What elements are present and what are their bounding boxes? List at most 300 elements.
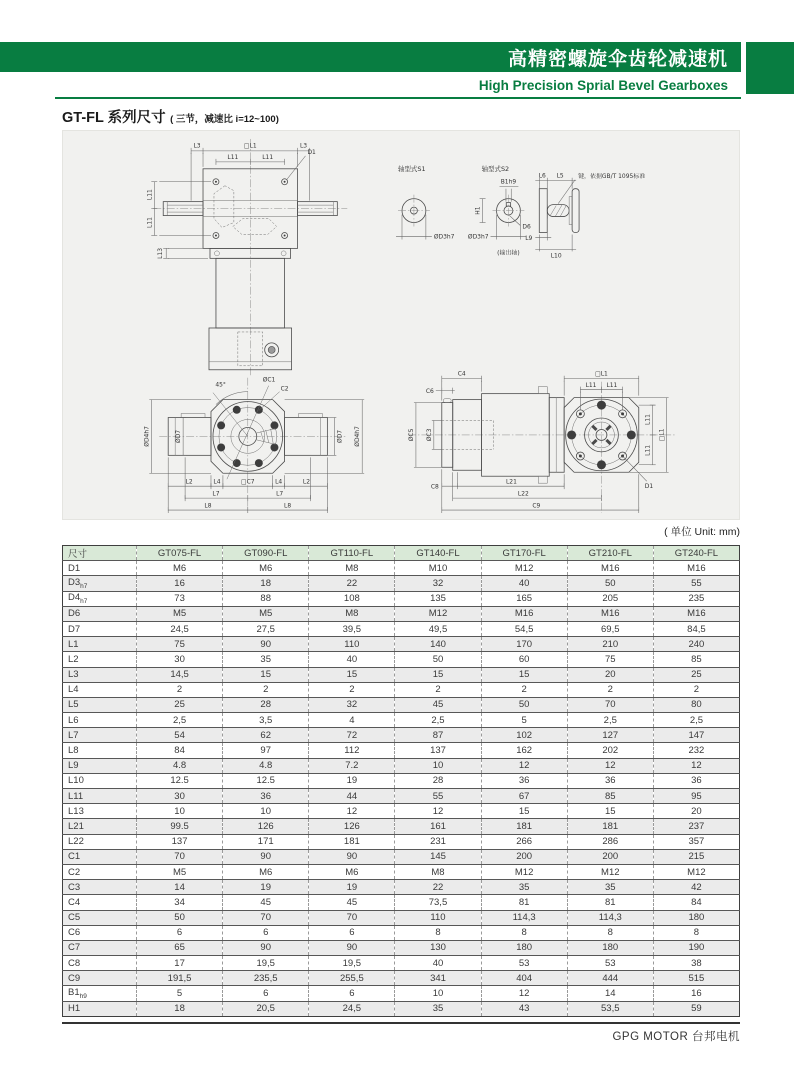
dim-value-cell: 70 [137,849,223,864]
dim-value-cell: 190 [653,940,739,955]
table-row [63,895,740,910]
table-row [63,804,740,819]
dim-label-d4: ØD4h7 [143,426,151,447]
dim-label-l7: L7 [212,490,220,498]
column-header-model: GT240-FL [653,546,739,561]
dim-value-cell: 180 [481,940,567,955]
dim-value-cell: 70 [223,910,309,925]
dim-value-cell: 32 [309,697,395,712]
dim-label-c8: C8 [430,483,439,491]
row-label: C7 [63,940,137,955]
dim-value-cell: M5 [137,864,223,879]
dim-value-cell: 90 [223,637,309,652]
dim-value-cell: 85 [567,789,653,804]
table-row [63,880,740,895]
dim-value-cell: 15 [309,667,395,682]
dim-value-cell: 202 [567,743,653,758]
table-row [63,561,740,576]
dim-value-cell: 90 [309,940,395,955]
shaft-type-drawings [396,164,645,260]
dim-value-cell: M12 [567,864,653,879]
row-label: L7 [63,728,137,743]
dim-value-cell: 286 [567,834,653,849]
dim-label-l1sq: □L1 [243,142,257,150]
dim-value-cell: 27,5 [223,621,309,636]
dim-value-cell: 8 [653,925,739,940]
dim-label-l1sq: □L1 [658,428,666,442]
dim-value-cell: 16 [653,986,739,1001]
dim-value-cell: M8 [395,864,481,879]
dim-value-cell: 19 [309,880,395,895]
column-header-model: GT110-FL [309,546,395,561]
dim-value-cell: M12 [395,606,481,621]
dim-value-cell: 49,5 [395,621,481,636]
dim-value-cell: 81 [567,895,653,910]
dim-label-l11: L11 [585,382,597,390]
dim-label-l11: L11 [644,444,652,456]
dim-value-cell: 19 [223,880,309,895]
row-label: $D4_{h7}$ [63,591,137,606]
dim-value-cell: 10 [223,804,309,819]
table-row [63,682,740,697]
dim-value-cell: 191,5 [137,971,223,986]
dim-value-cell: 2 [567,682,653,697]
shaft-type-s2-label: 轴型式S2 [481,164,510,173]
dim-value-cell: M6 [137,561,223,576]
dim-value-cell: 53 [481,956,567,971]
dim-value-cell: 90 [309,849,395,864]
dim-value-cell: 84 [137,743,223,758]
dim-value-cell: 17 [137,956,223,971]
dim-value-cell: 36 [653,773,739,788]
table-row [63,576,740,591]
dim-value-cell: 12 [653,758,739,773]
table-row [63,621,740,636]
row-label: H1 [63,1001,137,1016]
dim-value-cell: 59 [653,1001,739,1016]
dim-value-cell: M16 [653,561,739,576]
dim-value-cell: M5 [223,606,309,621]
table-row [63,758,740,773]
dim-value-cell: 15 [481,667,567,682]
dim-value-cell: 266 [481,834,567,849]
table-row [63,819,740,834]
dim-value-cell: 12.5 [223,773,309,788]
dim-value-cell: 95 [653,789,739,804]
dim-value-cell: 14 [567,986,653,1001]
row-label: C1 [63,849,137,864]
dim-value-cell: M6 [309,864,395,879]
dim-value-cell: 181 [309,834,395,849]
dim-value-cell: 12 [309,804,395,819]
dim-value-cell: 181 [567,819,653,834]
dim-value-cell: 35 [481,880,567,895]
angle-45-label: 45° [215,381,226,389]
dim-value-cell: 80 [653,697,739,712]
dim-label-l8: L8 [284,502,292,510]
dim-value-cell: 110 [309,637,395,652]
dim-value-cell: M12 [481,561,567,576]
dim-value-cell: 110 [395,910,481,925]
dim-value-cell: 114,3 [567,910,653,925]
dim-value-cell: 200 [567,849,653,864]
dim-value-cell: 2 [137,682,223,697]
dim-value-cell: 38 [653,956,739,971]
dim-value-cell: 6 [137,925,223,940]
dim-label-c9: C9 [532,502,541,510]
dim-value-cell: 6 [223,925,309,940]
dim-value-cell: 22 [395,880,481,895]
row-label: L11 [63,789,137,804]
dim-value-cell: 135 [395,591,481,606]
dim-value-cell: 22 [309,576,395,591]
dim-label-l3: L3 [299,142,308,150]
header-title-zh: 高精密螺旋伞齿轮减速机 [507,48,728,70]
table-row [63,940,740,955]
dim-value-cell: 54,5 [481,621,567,636]
dim-label-d3: ØD3h7 [433,233,455,241]
dim-value-cell: 4.8 [137,758,223,773]
output-shaft-label: (输出轴) [497,249,520,257]
row-label: L10 [63,773,137,788]
dim-value-cell: 2 [223,682,309,697]
dim-value-cell: 161 [395,819,481,834]
dim-label-l11: L11 [606,382,618,390]
dim-value-cell: M16 [481,606,567,621]
header-row [63,546,740,561]
dim-label-l11: L11 [227,153,239,161]
dim-value-cell: 180 [653,910,739,925]
spec-table-body [63,561,740,1017]
dim-value-cell: 90 [223,849,309,864]
table-row [63,667,740,682]
dim-value-cell: 357 [653,834,739,849]
dim-label-c1: ØC1 [262,376,276,384]
table-row [63,789,740,804]
dim-value-cell: 137 [137,834,223,849]
dim-value-cell: 7.2 [309,758,395,773]
row-label: D1 [63,561,137,576]
table-row [63,606,740,621]
row-label: L1 [63,637,137,652]
dim-value-cell: 69,5 [567,621,653,636]
row-label: C8 [63,956,137,971]
dim-value-cell: 84 [653,895,739,910]
dim-value-cell: 75 [567,652,653,667]
dim-value-cell: 19 [309,773,395,788]
row-label: $D3_{h7}$ [63,576,137,591]
table-row [63,910,740,925]
dim-value-cell: 45 [223,895,309,910]
dim-label-c3: ØC3 [425,428,433,442]
dim-value-cell: 45 [395,697,481,712]
column-header-dim: 尺寸 [63,546,137,561]
row-label: L22 [63,834,137,849]
dim-label-l1sq: □L1 [595,370,608,378]
dim-value-cell: 10 [395,986,481,1001]
dim-label-c5: ØC5 [407,428,415,442]
dim-value-cell: M16 [567,561,653,576]
side-face-view-drawing [408,371,675,513]
row-label: L4 [63,682,137,697]
dim-label-c6: C6 [425,388,434,396]
dim-value-cell: 70 [567,697,653,712]
dim-value-cell: 53,5 [567,1001,653,1016]
header-corner-tab [746,42,794,94]
dim-value-cell: 205 [567,591,653,606]
dim-value-cell: 235,5 [223,971,309,986]
dim-value-cell: 25 [653,667,739,682]
dim-value-cell: M16 [567,606,653,621]
dim-value-cell: 180 [567,940,653,955]
dim-value-cell: 18 [137,1001,223,1016]
dim-value-cell: 34 [137,895,223,910]
row-label: C3 [63,880,137,895]
dim-value-cell: 126 [223,819,309,834]
table-row [63,728,740,743]
dim-value-cell: 515 [653,971,739,986]
dim-label-l11: L11 [146,189,154,201]
dim-value-cell: 6 [309,925,395,940]
dim-value-cell: 237 [653,819,739,834]
dim-value-cell: 25 [137,697,223,712]
dim-value-cell: 12 [567,758,653,773]
dim-label-d4: ØD4h7 [354,426,362,447]
dim-value-cell: M10 [395,561,481,576]
dim-value-cell: 35 [567,880,653,895]
spec-table [62,545,740,1017]
dim-value-cell: 50 [481,697,567,712]
header-subtitle-en: High Precision Sprial Bevel Gearboxes [478,78,728,93]
dim-value-cell: 444 [567,971,653,986]
dim-value-cell: 55 [395,789,481,804]
dim-label-l13: L13 [157,247,165,259]
table-row [63,591,740,606]
dim-label-c7sq: □C7 [241,478,255,486]
dim-value-cell: 40 [309,652,395,667]
dim-value-cell: 2,5 [653,713,739,728]
table-row [63,834,740,849]
dim-label-c2: C2 [280,385,289,393]
dim-value-cell: 2,5 [137,713,223,728]
dim-label-l6: L6 [538,172,546,180]
row-label: C4 [63,895,137,910]
table-row [63,1001,740,1016]
dim-value-cell: 231 [395,834,481,849]
dim-value-cell: 72 [309,728,395,743]
dim-value-cell: 87 [395,728,481,743]
dim-value-cell: 15 [567,804,653,819]
dim-value-cell: 12.5 [137,773,223,788]
dim-value-cell: 36 [223,789,309,804]
header-rule [55,97,741,99]
dim-label-d3: ØD3h7 [467,233,489,241]
dim-label-l4: L4 [213,478,221,486]
dim-value-cell: 4.8 [223,758,309,773]
dim-value-cell: 171 [223,834,309,849]
dim-label-l22: L22 [517,490,529,498]
row-label: L5 [63,697,137,712]
dim-label-d7: ØD7 [336,429,344,443]
table-row [63,864,740,879]
dim-value-cell: 75 [137,637,223,652]
dim-value-cell: 44 [309,789,395,804]
dim-label-l11: L11 [262,153,274,161]
row-label: C5 [63,910,137,925]
dim-value-cell: 240 [653,637,739,652]
dim-value-cell: 137 [395,743,481,758]
dim-value-cell: 404 [481,971,567,986]
table-row [63,971,740,986]
dim-label-l9: L9 [525,234,533,242]
dim-value-cell: 2,5 [567,713,653,728]
dim-label-l2: L2 [185,478,193,486]
dim-value-cell: 210 [567,637,653,652]
column-header-model: GT075-FL [137,546,223,561]
row-label: L6 [63,713,137,728]
dim-value-cell: 24,5 [309,1001,395,1016]
dim-value-cell: 126 [309,819,395,834]
dim-value-cell: M8 [309,561,395,576]
row-label: C6 [63,925,137,940]
dim-label-c4: C4 [457,370,466,378]
dim-value-cell: 40 [395,956,481,971]
dim-value-cell: 341 [395,971,481,986]
dim-value-cell: 10 [395,758,481,773]
dim-value-cell: 127 [567,728,653,743]
dim-value-cell: 39,5 [309,621,395,636]
column-header-model: GT210-FL [567,546,653,561]
dim-value-cell: 45 [309,895,395,910]
dim-value-cell: 43 [481,1001,567,1016]
dim-value-cell: M12 [653,864,739,879]
dim-value-cell: M6 [223,864,309,879]
dim-value-cell: 99.5 [137,819,223,834]
dim-label-h1: H1 [474,206,482,215]
table-row [63,637,740,652]
drawings-panel [62,130,740,520]
dim-value-cell: 16 [137,576,223,591]
dim-value-cell: 70 [309,910,395,925]
dim-value-cell: 170 [481,637,567,652]
dim-label-l10: L10 [550,252,562,260]
dim-value-cell: 235 [653,591,739,606]
dim-value-cell: 14,5 [137,667,223,682]
dim-value-cell: 65 [137,940,223,955]
dim-value-cell: 85 [653,652,739,667]
dim-value-cell: 2 [481,682,567,697]
dim-value-cell: 24,5 [137,621,223,636]
dim-value-cell: 8 [567,925,653,940]
shaft-type-s1-label: 轴型式S1 [398,164,426,173]
table-row [63,925,740,940]
dim-value-cell: 20 [567,667,653,682]
dim-value-cell: 108 [309,591,395,606]
table-row [63,849,740,864]
table-row [63,773,740,788]
dim-value-cell: 147 [653,728,739,743]
table-row [63,956,740,971]
dim-value-cell: 232 [653,743,739,758]
dim-value-cell: 28 [395,773,481,788]
dim-value-cell: 6 [223,986,309,1001]
column-header-model: GT140-FL [395,546,481,561]
dim-value-cell: 53 [567,956,653,971]
dim-label-d1: D1 [307,148,316,156]
dim-value-cell: 50 [567,576,653,591]
dim-value-cell: 36 [567,773,653,788]
dim-value-cell: 15 [481,804,567,819]
dim-value-cell: 18 [223,576,309,591]
key-note-label: 键，依据GB/T 1095标准 [578,172,646,180]
dim-value-cell: 8 [481,925,567,940]
dim-value-cell: 90 [223,940,309,955]
dim-label-l5: L5 [556,172,564,180]
section-title [62,106,279,127]
dim-label-l11: L11 [146,217,154,228]
dim-value-cell: 35 [223,652,309,667]
dim-value-cell: 102 [481,728,567,743]
dim-value-cell: 5 [137,986,223,1001]
dim-label-d6: D6 [522,223,531,231]
dim-value-cell: 6 [309,986,395,1001]
dim-label-l11: L11 [644,414,652,425]
dim-value-cell: 181 [481,819,567,834]
dim-value-cell: 19,5 [223,956,309,971]
dim-label-l3: L3 [193,142,201,150]
dim-value-cell: 73,5 [395,895,481,910]
dim-value-cell: M16 [653,606,739,621]
dim-value-cell: 12 [481,758,567,773]
dim-value-cell: 15 [223,667,309,682]
table-row [63,713,740,728]
dim-value-cell: 35 [395,1001,481,1016]
dim-value-cell: 5 [481,713,567,728]
dim-label-b1: B1h9 [500,178,517,186]
row-label: L21 [63,819,137,834]
dim-value-cell: 130 [395,940,481,955]
dim-value-cell: 3,5 [223,713,309,728]
row-label: L2 [63,652,137,667]
dim-value-cell: 2 [309,682,395,697]
dim-label-l8: L8 [204,502,212,510]
table-row [63,697,740,712]
dim-value-cell: 145 [395,849,481,864]
dim-value-cell: 40 [481,576,567,591]
dim-value-cell: 10 [137,804,223,819]
dim-value-cell: 20 [653,804,739,819]
row-label: $B1_{h9}$ [63,986,137,1001]
dim-value-cell: 14 [137,880,223,895]
dim-value-cell: 4 [309,713,395,728]
column-header-model: GT170-FL [481,546,567,561]
row-label: L3 [63,667,137,682]
footer-rule [62,1022,740,1024]
dim-value-cell: 200 [481,849,567,864]
spec-table-head [63,546,740,561]
row-label: D7 [63,621,137,636]
dim-value-cell: 165 [481,591,567,606]
dim-value-cell: 88 [223,591,309,606]
dim-value-cell: 28 [223,697,309,712]
bottom-view-drawing [143,377,364,513]
dim-label-d7: ØD7 [175,429,183,443]
dim-value-cell: M8 [309,606,395,621]
technical-drawings [63,131,739,519]
row-label: D6 [63,606,137,621]
row-label: C2 [63,864,137,879]
dim-value-cell: 12 [395,804,481,819]
